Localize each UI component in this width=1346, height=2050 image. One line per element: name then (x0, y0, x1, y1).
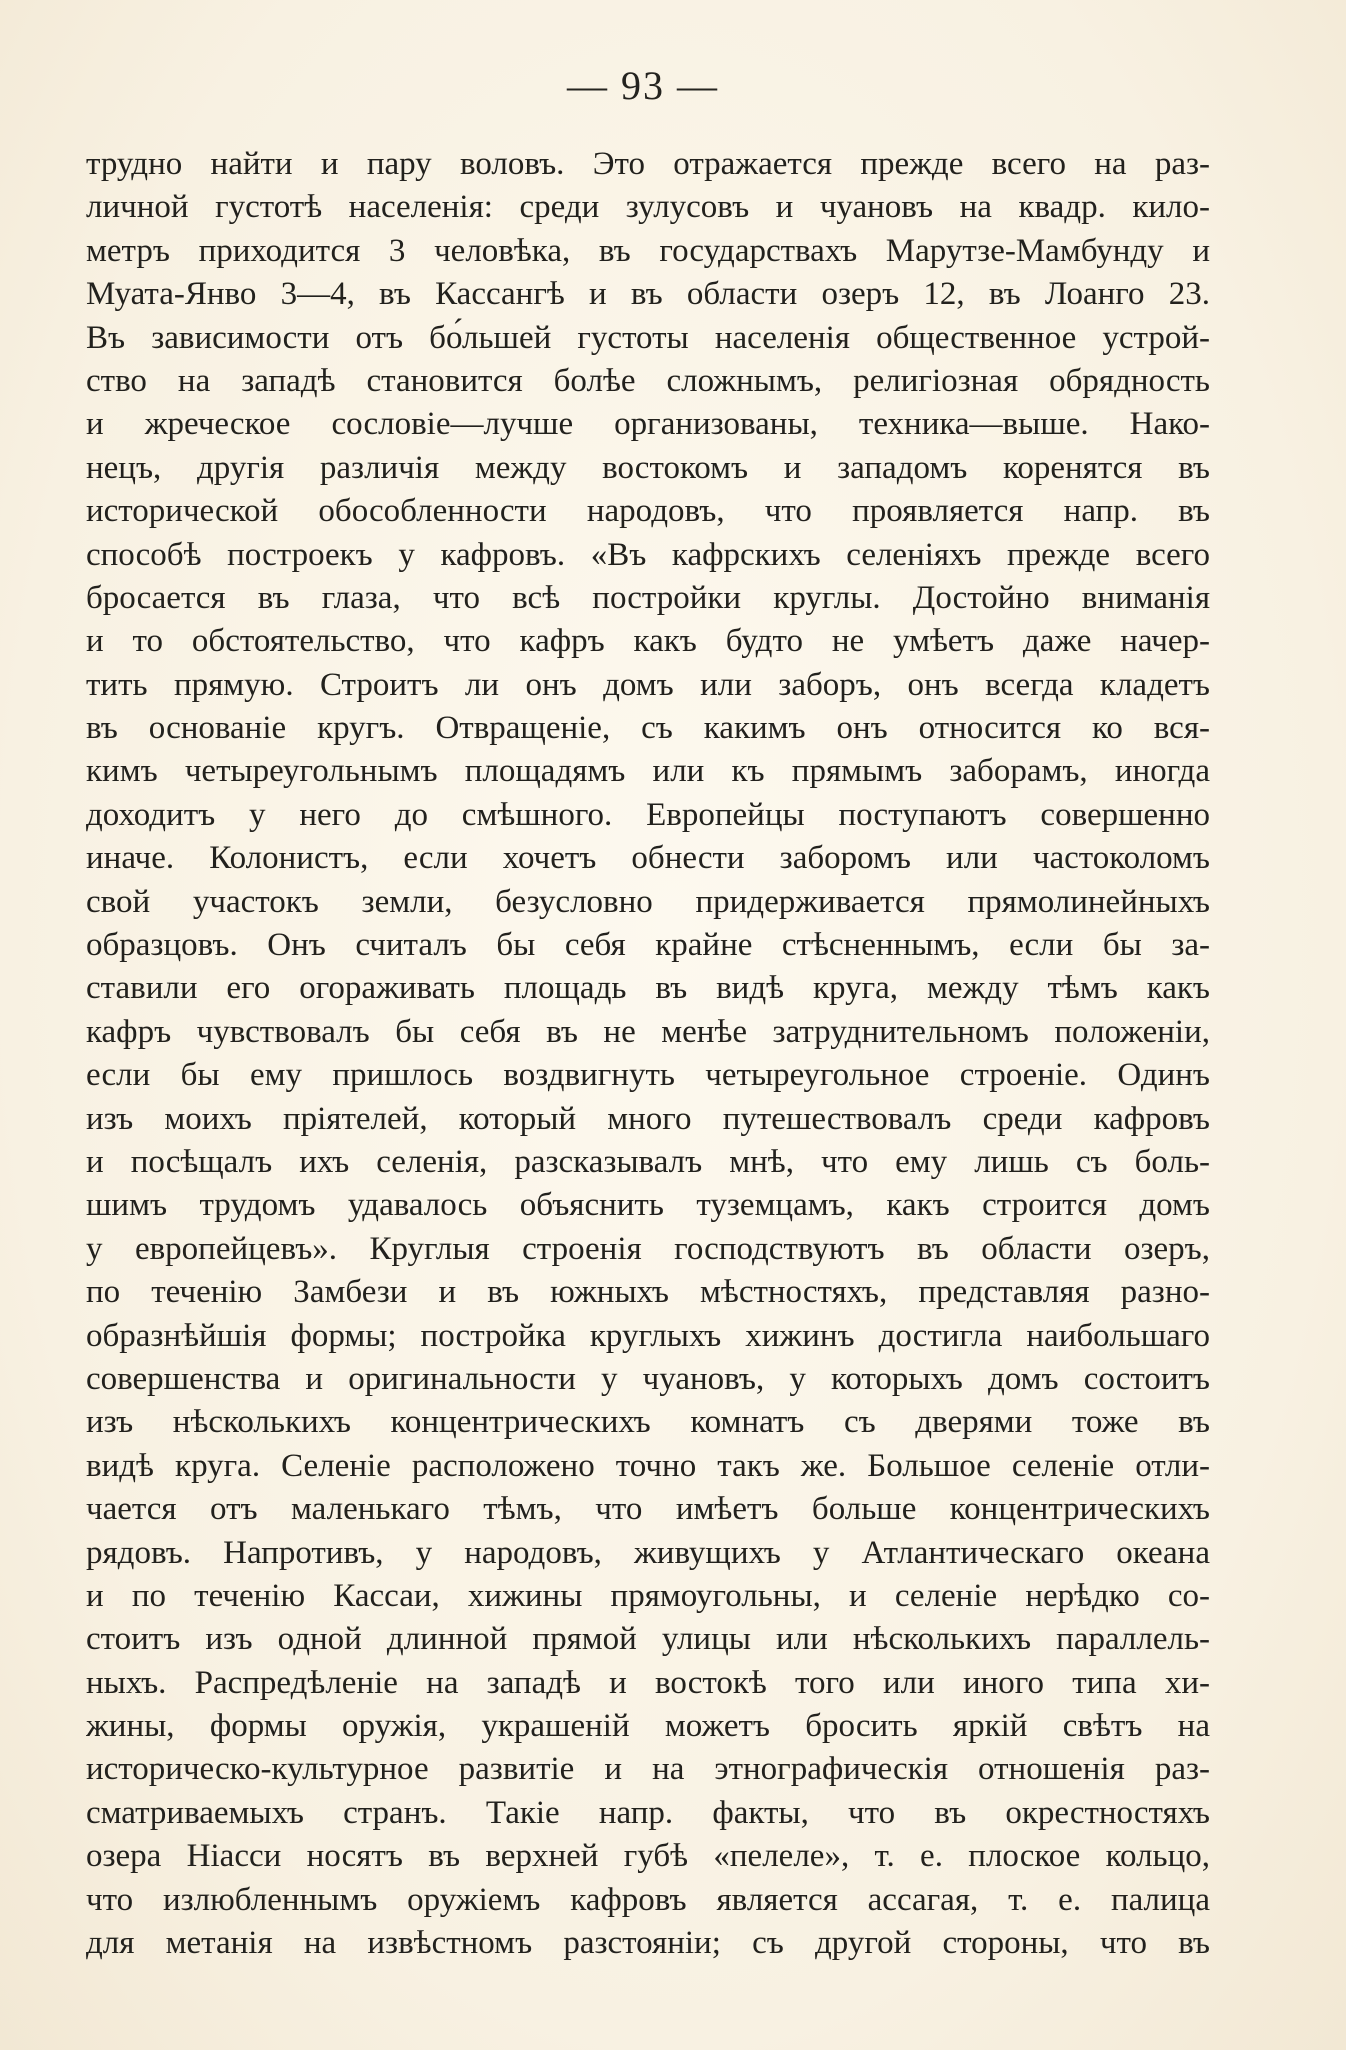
text-line: историческо-культурное развитіе и на этнографическія отношенія раз- (86, 1751, 1210, 1788)
text-line: изъ моихъ пріятелей, который много путешествовалъ среди кафровъ (86, 1100, 1210, 1137)
text-line: ныхъ. Распредѣленіе на западѣ и востокѣ того или иного типа хи- (86, 1664, 1210, 1701)
text-line: озера Ніасси носятъ въ верхней губѣ «пелеле», т. е. плоское кольцо, (86, 1838, 1210, 1875)
page-number: — 93 — (567, 63, 719, 108)
text-line: шимъ трудомъ удавалось объяснить туземцамъ, какъ строится домъ (86, 1187, 1210, 1224)
text-line: видѣ круга. Селеніе расположено точно такъ же. Большое селеніе отли- (86, 1447, 1210, 1484)
text-line: бросается въ глаза, что всѣ постройки круглы. Достойно вниманія (86, 579, 1210, 616)
text-line: если бы ему пришлось воздвигнуть четыреугольное строеніе. Одинъ (86, 1057, 1210, 1094)
text-line: свой участокъ земли, безусловно придерживается прямолинейныхъ (86, 883, 1210, 920)
text-line: что излюбленнымъ оружіемъ кафровъ является ассагая, т. е. палица (86, 1881, 1210, 1918)
text-line: исторической обособленности народовъ, что проявляется напр. въ (86, 493, 1210, 530)
text-line: изъ нѣсколькихъ концентрическихъ комнатъ съ дверями тоже въ (86, 1404, 1210, 1441)
text-line: Въ зависимости отъ бо́льшей густоты населенія общественное устрой- (86, 319, 1210, 356)
text-line: стоитъ изъ одной длинной прямой улицы или нѣсколькихъ параллель- (86, 1621, 1210, 1658)
text-line: совершенства и оригинальности у чуановъ, у которыхъ домъ состоитъ (86, 1360, 1210, 1397)
text-line: въ основаніе кругъ. Отвращеніе, съ какимъ онъ относится ко вся- (86, 710, 1210, 747)
text-line: Муата-Янво 3—4, въ Кассангѣ и въ области озеръ 12, въ Лоанго 23. (86, 276, 1210, 313)
text-line: и посѣщалъ ихъ селенія, разсказывалъ мнѣ, что ему лишь съ боль- (86, 1143, 1210, 1180)
text-line: кафръ чувствовалъ бы себя въ не менѣе затруднительномъ положеніи, (86, 1013, 1210, 1050)
text-line: личной густотѣ населенія: среди зулусовъ и чуановъ на квадр. кило- (86, 189, 1210, 226)
text-line: метръ приходится 3 человѣка, въ государствахъ Марутзе-Мамбунду и (86, 232, 1210, 269)
text-line: жины, формы оружія, украшеній можетъ бросить яркій свѣтъ на (86, 1708, 1210, 1745)
text-line: и жреческое сословіе—лучше организованы, техника—выше. Нако- (86, 406, 1210, 443)
text-line: и по теченію Кассаи, хижины прямоугольны, и селеніе нерѣдко со- (86, 1577, 1210, 1614)
text-line: трудно найти и пару воловъ. Это отражается прежде всего на раз- (86, 146, 1210, 182)
text-line: ставили его огораживать площадь въ видѣ круга, между тѣмъ какъ (86, 970, 1210, 1007)
text-line: рядовъ. Напротивъ, у народовъ, живущихъ у Атлантическаго океана (86, 1534, 1210, 1571)
text-line: и то обстоятельство, что кафръ какъ будто не умѣетъ даже начер- (86, 623, 1210, 660)
text-line: у европейцевъ». Круглыя строенія господствуютъ въ области озеръ, (86, 1230, 1210, 1267)
text-line: ство на западѣ становится болѣе сложнымъ, религіозная обрядность (86, 362, 1210, 399)
text-line: кимъ четыреугольнымъ площадямъ или къ прямымъ заборамъ, иногда (86, 753, 1210, 790)
text-line: нецъ, другія различія между востокомъ и западомъ коренятся въ (86, 449, 1210, 486)
body-text (86, 143, 1210, 1965)
text-line: иначе. Колонистъ, если хочетъ обнести заборомъ или частоколомъ (86, 840, 1210, 877)
text-line: доходитъ у него до смѣшного. Европейцы поступаютъ совершенно (86, 796, 1210, 833)
text-line: сматриваемыхъ странъ. Такіе напр. факты, что въ окрестностяхъ (86, 1794, 1210, 1831)
text-line: образцовъ. Онъ считалъ бы себя крайне стѣсненнымъ, если бы за- (86, 927, 1210, 964)
text-line: тить прямую. Строитъ ли онъ домъ или заборъ, онъ всегда кладетъ (86, 666, 1210, 703)
text-line: способѣ построекъ у кафровъ. «Въ кафрскихъ селеніяхъ прежде всего (86, 536, 1210, 573)
text-line: чается отъ маленькаго тѣмъ, что имѣетъ больше концентрическихъ (86, 1491, 1210, 1528)
text-line: образнѣйшія формы; постройка круглыхъ хижинъ достигла наибольшаго (86, 1317, 1210, 1354)
text-line: для метанія на извѣстномъ разстояніи; съ другой стороны, что въ (86, 1925, 1210, 1962)
text-line: по теченію Замбези и въ южныхъ мѣстностяхъ, представляя разно- (86, 1274, 1210, 1311)
